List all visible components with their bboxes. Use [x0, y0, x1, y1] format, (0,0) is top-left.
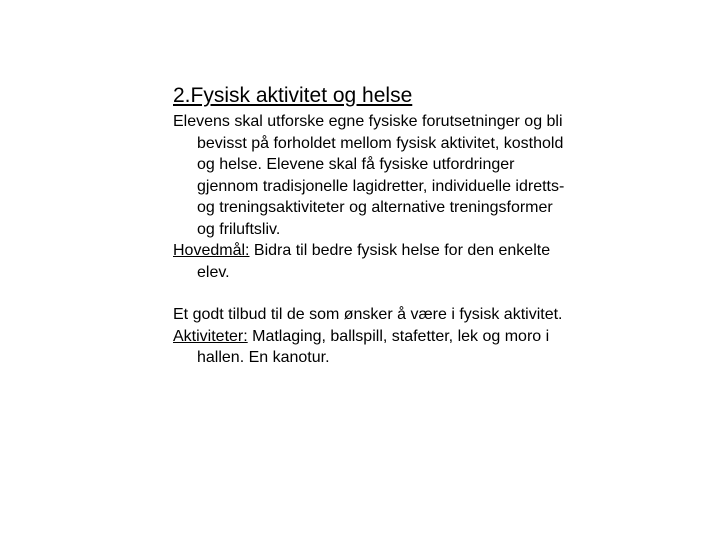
activities-paragraph: [173, 326, 573, 369]
slide-content: [173, 82, 573, 369]
slide-title: 2.Fysisk aktivitet og helse: [173, 84, 413, 107]
activities-label: Aktiviteter:: [173, 327, 248, 345]
intro-paragraph: [173, 111, 573, 240]
paragraph-spacer: [173, 283, 573, 304]
offer-paragraph: [173, 304, 573, 326]
main-goal-text: Bidra til bedre fysisk helse for den enkelte elev.: [197, 242, 551, 281]
main-goal-paragraph: [173, 240, 573, 283]
main-goal-label: Hovedmål:: [173, 242, 250, 259]
intro-text: Elevens skal utforske egne fysiske forutsetninger og bli bevisst på forholdet mellom fysisk aktivitet, kosthold og helse. Elevene skal få fysiske utfordringer gjennom tradisjonelle lagidretter, individuelle idretts- og treningsaktiviteter og alternative treningsformer og friluftsliv.: [173, 113, 565, 238]
activities-text: Matlaging, ballspill, stafetter, lek og moro i hallen. En kanotur.: [197, 327, 550, 366]
offer-text: Et godt tilbud til de som ønsker å være i fysisk aktivitet.: [173, 306, 563, 323]
